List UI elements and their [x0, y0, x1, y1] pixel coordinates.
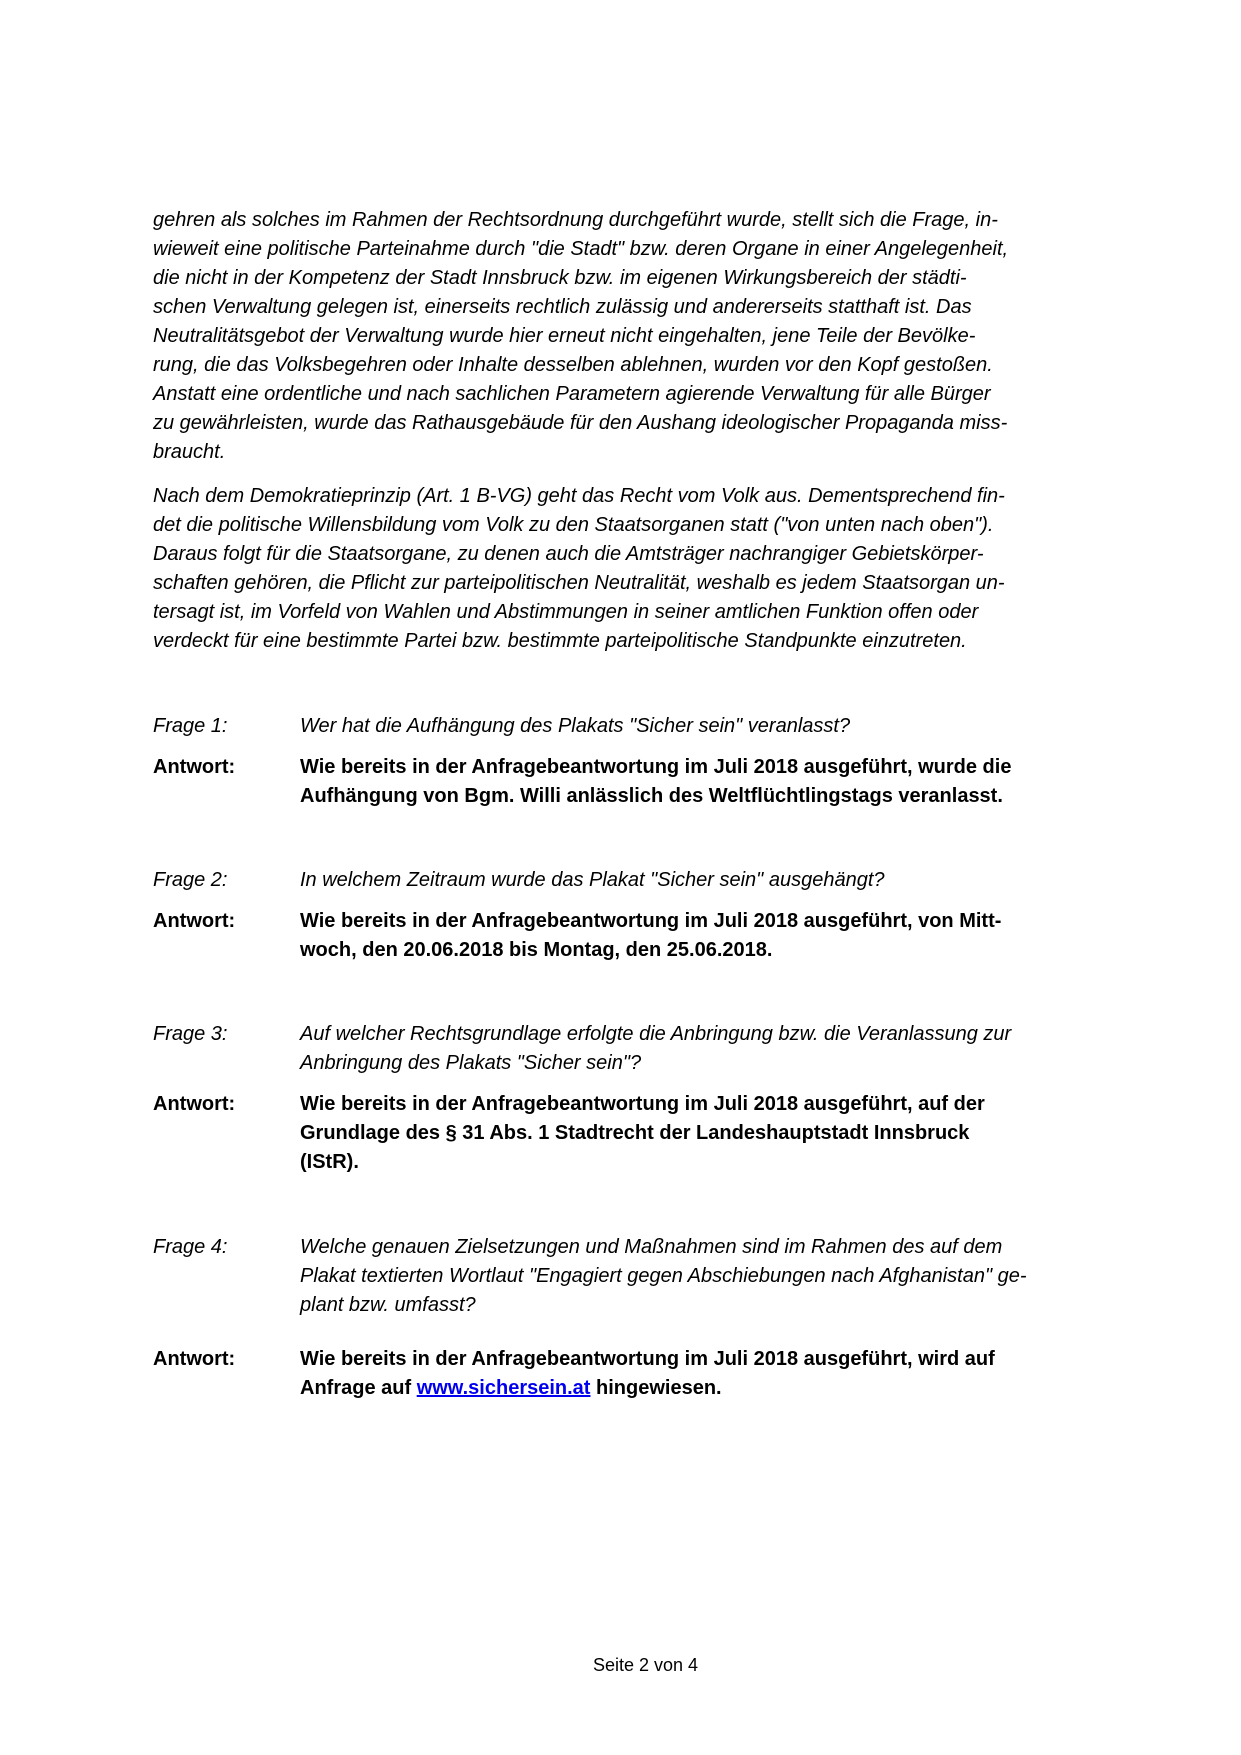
answer-text — [300, 1090, 1150, 1177]
paragraph-line: schen Verwaltung gelegen ist, einerseits rechtlich zulässig und andererseits statthaft ist. Das — [153, 296, 972, 318]
question-line: Wer hat die Aufhängung des Plakats "Sicher sein" veranlasst? — [300, 715, 851, 737]
answer-label: Antwort: — [153, 910, 236, 932]
question-label: Frage 4: — [153, 1236, 228, 1258]
question-text — [300, 1020, 1150, 1078]
question-label: Frage 2: — [153, 869, 228, 891]
sichersein-link[interactable]: www.sichersein.at — [416, 1377, 591, 1399]
paragraph-line: gehren als solches im Rahmen der Rechtsordnung durchgeführt wurde, stellt sich die Frage, in- — [153, 209, 998, 231]
question-text — [300, 866, 1150, 895]
paragraph-line: Anstatt eine ordentliche und nach sachlichen Parametern agierende Verwaltung für alle Bürger — [153, 383, 991, 405]
answer-text — [300, 1345, 1150, 1403]
question-text — [300, 1233, 1150, 1320]
question-label: Frage 3: — [153, 1023, 228, 1045]
answer-line: woch, den 20.06.2018 bis Montag, den 25.06.2018. — [300, 939, 773, 961]
paragraph-line: zu gewährleisten, wurde das Rathausgebäude für den Aushang ideologischer Propaganda miss- — [153, 412, 1008, 434]
answer-label: Antwort: — [153, 1093, 236, 1115]
question-label: Frage 1: — [153, 715, 228, 737]
answer-text — [300, 907, 1150, 965]
question-line: Anbringung des Plakats "Sicher sein"? — [300, 1052, 642, 1074]
question-line: In welchem Zeitraum wurde das Plakat "Sicher sein" ausgehängt? — [300, 869, 885, 891]
paragraph-line: schaften gehören, die Pflicht zur parteipolitischen Neutralität, weshalb es jedem Staatsorgan un- — [153, 572, 1005, 594]
paragraph-line: rung, die das Volksbegehren oder Inhalte desselben ablehnen, wurden vor den Kopf gestoßen. — [153, 354, 993, 376]
answer-line — [300, 1374, 1150, 1403]
answer-text-after-link: hingewiesen. — [590, 1377, 722, 1399]
page-number: Seite 2 von 4 — [592, 1655, 699, 1675]
answer-label: Antwort: — [153, 756, 236, 778]
question-line: plant bzw. umfasst? — [300, 1294, 476, 1316]
answer-text — [300, 753, 1150, 811]
paragraph-line: Nach dem Demokratieprinzip (Art. 1 B-VG) geht das Recht vom Volk aus. Dementsprechend fin- — [153, 485, 1005, 507]
question-line: Plakat textierten Wortlaut "Engagiert gegen Abschiebungen nach Afghanistan" ge- — [300, 1265, 1027, 1287]
paragraph-line: wieweit eine politische Parteinahme durch "die Stadt" bzw. deren Organe in einer Angelegenheit, — [153, 238, 1009, 260]
answer-line: Aufhängung von Bgm. Willi anlässlich des Weltflüchtlingstags veranlasst. — [300, 785, 1003, 807]
paragraph-line: die nicht in der Kompetenz der Stadt Innsbruck bzw. im eigenen Wirkungsbereich der städti- — [153, 267, 967, 289]
paragraph-1 — [153, 206, 1143, 467]
question-text — [300, 712, 1150, 741]
answer-line: Wie bereits in der Anfragebeantwortung im Juli 2018 ausgeführt, von Mitt- — [300, 910, 1002, 932]
answer-line: Wie bereits in der Anfragebeantwortung im Juli 2018 ausgeführt, wird auf — [300, 1348, 995, 1370]
paragraph-line: tersagt ist, im Vorfeld von Wahlen und Abstimmungen in seiner amtlichen Funktion offen oder — [153, 601, 979, 623]
question-line: Auf welcher Rechtsgrundlage erfolgte die Anbringung bzw. die Veranlassung zur — [300, 1023, 1012, 1045]
paragraph-line: Neutralitätsgebot der Verwaltung wurde hier erneut nicht eingehalten, jene Teile der Bevölke- — [153, 325, 976, 347]
answer-line: Wie bereits in der Anfragebeantwortung im Juli 2018 ausgeführt, wurde die — [300, 756, 1012, 778]
question-line: Welche genauen Zielsetzungen und Maßnahmen sind im Rahmen des auf dem — [300, 1236, 1003, 1258]
paragraph-line: verdeckt für eine bestimmte Partei bzw. bestimmte parteipolitische Standpunkte einzutreten. — [153, 630, 967, 652]
paragraph-line: det die politische Willensbildung vom Volk zu den Staatsorganen statt ("von unten nach oben"). — [153, 514, 994, 536]
answer-label: Antwort: — [153, 1348, 236, 1370]
paragraph-line: braucht. — [153, 441, 226, 463]
paragraph-2 — [153, 482, 1143, 656]
answer-text-before-link: Anfrage auf — [300, 1377, 417, 1399]
paragraph-line: Daraus folgt für die Staatsorgane, zu denen auch die Amtsträger nachrangiger Gebietskörper- — [153, 543, 984, 565]
answer-line: (IStR). — [300, 1151, 359, 1173]
answer-line: Grundlage des § 31 Abs. 1 Stadtrecht der Landeshauptstadt Innsbruck — [300, 1122, 970, 1144]
answer-line: Wie bereits in der Anfragebeantwortung im Juli 2018 ausgeführt, auf der — [300, 1093, 985, 1115]
